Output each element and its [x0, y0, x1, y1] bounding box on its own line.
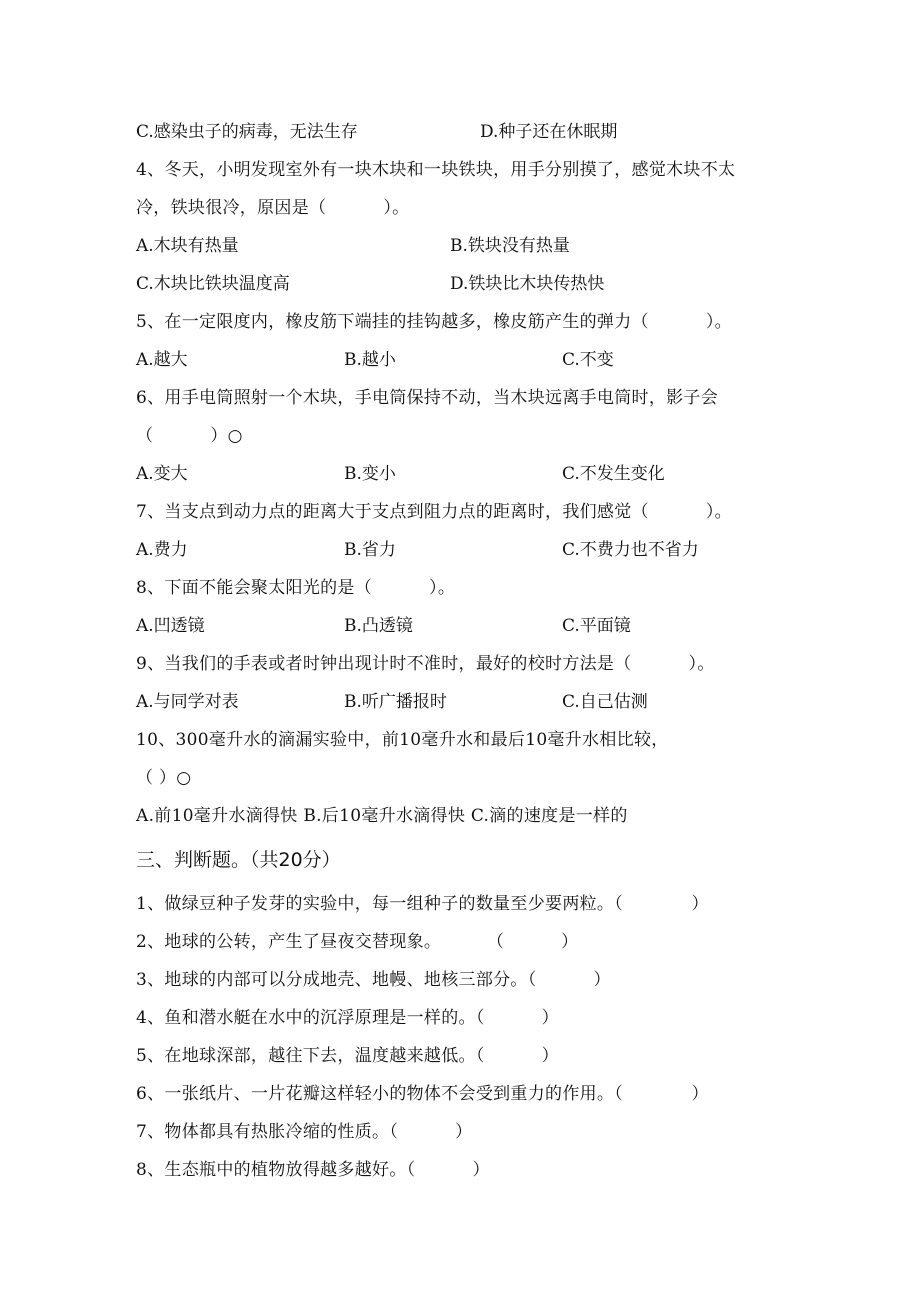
- q10-stem-line2: （ ）○: [136, 768, 192, 788]
- q8-option-a: A.凹透镜: [136, 616, 205, 636]
- judgment-item-3: 3、地球的内部可以分成地壳、地幔、地核三部分。（ ）: [136, 970, 611, 990]
- judgment-item-2: 2、地球的公转，产生了昼夜交替现象。 （ ）: [136, 932, 579, 952]
- q7-option-c: C.不费力也不省力: [562, 540, 699, 560]
- judgment-item-6: 6、一张纸片、一片花瓣这样轻小的物体不会受到重力的作用。（ ）: [136, 1084, 709, 1104]
- q8-stem: 8、下面不能会聚太阳光的是（ ）。: [136, 578, 456, 598]
- q5-option-c: C.不变: [562, 350, 614, 370]
- q4-stem-line1: 4、冬天，小明发现室外有一块木块和一块铁块，用手分别摸了，感觉木块不太: [136, 160, 736, 180]
- q9-stem: 9、当我们的手表或者时钟出现计时不准时，最好的校时方法是（ ）。: [136, 654, 715, 674]
- q3-option-d: D.种子还在休眠期: [480, 122, 618, 142]
- q9-option-a: A.与同学对表: [136, 692, 239, 712]
- q6-stem-line1: 6、用手电筒照射一个木块，手电筒保持不动，当木块远离手电筒时，影子会: [136, 388, 719, 408]
- q7-option-a: A.费力: [136, 540, 188, 560]
- judgment-item-8: 8、生态瓶中的植物放得越多越好。（ ）: [136, 1160, 490, 1180]
- q6-option-b: B.变小: [344, 464, 396, 484]
- q6-option-a: A.变大: [136, 464, 188, 484]
- judgment-item-7: 7、物体都具有热胀冷缩的性质。（ ）: [136, 1122, 473, 1142]
- q10-options: A.前10毫升水滴得快 B.后10毫升水滴得快 C.滴的速度是一样的: [136, 806, 628, 826]
- q7-stem: 7、当支点到动力点的距离大于支点到阻力点的距离时，我们感觉（ ）。: [136, 502, 732, 522]
- q7-option-b: B.省力: [344, 540, 396, 560]
- q6-option-c: C.不发生变化: [562, 464, 665, 484]
- judgment-item-4: 4、鱼和潜水艇在水中的沉浮原理是一样的。（ ）: [136, 1008, 559, 1028]
- q8-option-c: C.平面镜: [562, 616, 631, 636]
- q5-option-b: B.越小: [344, 350, 396, 370]
- q4-option-a: A.木块有热量: [136, 236, 239, 256]
- q9-option-b: B.听广播报时: [344, 692, 447, 712]
- q4-option-b: B.铁块没有热量: [450, 236, 570, 256]
- q5-stem: 5、在一定限度内，橡皮筋下端挂的挂钩越多，橡皮筋产生的弹力（ ）。: [136, 312, 732, 332]
- q10-stem-line1: 10、300毫升水的滴漏实验中，前10毫升水和最后10毫升水相比较，: [136, 730, 669, 750]
- q3-option-c: C.感染虫子的病毒，无法生存: [136, 122, 358, 142]
- q5-option-a: A.越大: [136, 350, 188, 370]
- q8-option-b: B.凸透镜: [344, 616, 413, 636]
- q6-stem-line2: （ ）○: [136, 426, 243, 446]
- judgment-item-1: 1、做绿豆种子发芽的实验中，每一组种子的数量至少要两粒。（ ）: [136, 894, 709, 914]
- q4-option-c: C.木块比铁块温度高: [136, 274, 290, 294]
- judgment-item-5: 5、在地球深部，越往下去，温度越来越低。（ ）: [136, 1046, 559, 1066]
- q4-option-d: D.铁块比木块传热快: [450, 274, 605, 294]
- q4-stem-line2: 冷，铁块很冷，原因是（ ）。: [136, 198, 410, 218]
- section-3-heading: 三、判断题。（共20分）: [136, 849, 341, 871]
- q9-option-c: C.自己估测: [562, 692, 648, 712]
